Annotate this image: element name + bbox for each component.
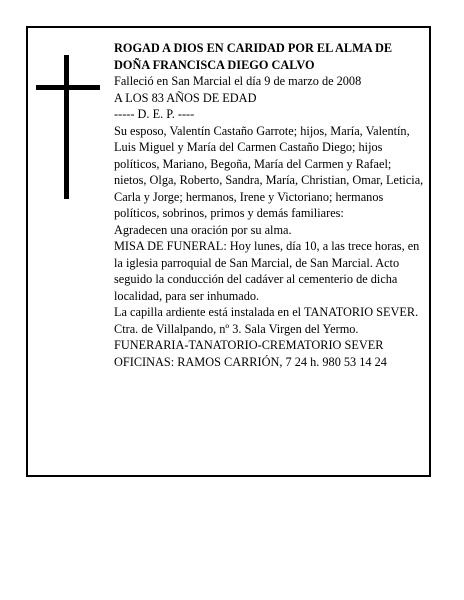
deceased-name: DOÑA FRANCISCA DIEGO CALVO bbox=[114, 57, 315, 72]
cross-horizontal-bar bbox=[36, 85, 100, 90]
rest-in-peace: ----- D. E. P. ---- bbox=[114, 107, 195, 121]
notice-header: ROGAD A DIOS EN CARIDAD POR EL ALMA DE bbox=[114, 41, 393, 55]
offices-info: OFICINAS: RAMOS CARRIÓN, 7 24 h. 980 53 14 24 bbox=[114, 354, 387, 369]
funeral-home-name: FUNERARIA-TANATORIO-CREMATORIO SEVER bbox=[114, 338, 384, 352]
gratitude-line: Agradecen una oración por su alma. bbox=[114, 222, 292, 237]
cross-vertical-bar bbox=[64, 55, 69, 199]
funeral-mass-info: MISA DE FUNERAL: Hoy lunes, día 10, a las trece horas, en la iglesia parroquial de San Marcial, de San Marcial. Acto seguido la conducción del cadáver al cementerio de dicha localidad, para ser inhumado. bbox=[114, 239, 420, 303]
obituary-text bbox=[114, 40, 424, 370]
cross-icon bbox=[36, 55, 100, 199]
death-info: Falleció en San Marcial el día 9 de marzo de 2008 bbox=[114, 74, 362, 88]
family-list: Su esposo, Valentín Castaño Garrote; hijos, María, Valentín, Luis Miguel y María del Carmen Castaño Diego; hijos políticos, Mariano, Begoña, María del Carmen y Rafael; nietos, Olga, Roberto, Sandra, María, Christian, Omar, Leticia, Carla y Jorge; hermanos, Irene y Victoriano; hermanos políticos, sobrinos, primos y demás familiares: bbox=[114, 123, 424, 220]
chapel-info: La capilla ardiente está instalada en el TANATORIO SEVER. Ctra. de Villalpando, nº 3. Sala Virgen del Yermo. bbox=[114, 305, 419, 336]
age-at-death: A LOS 83 AÑOS DE EDAD bbox=[114, 90, 257, 105]
